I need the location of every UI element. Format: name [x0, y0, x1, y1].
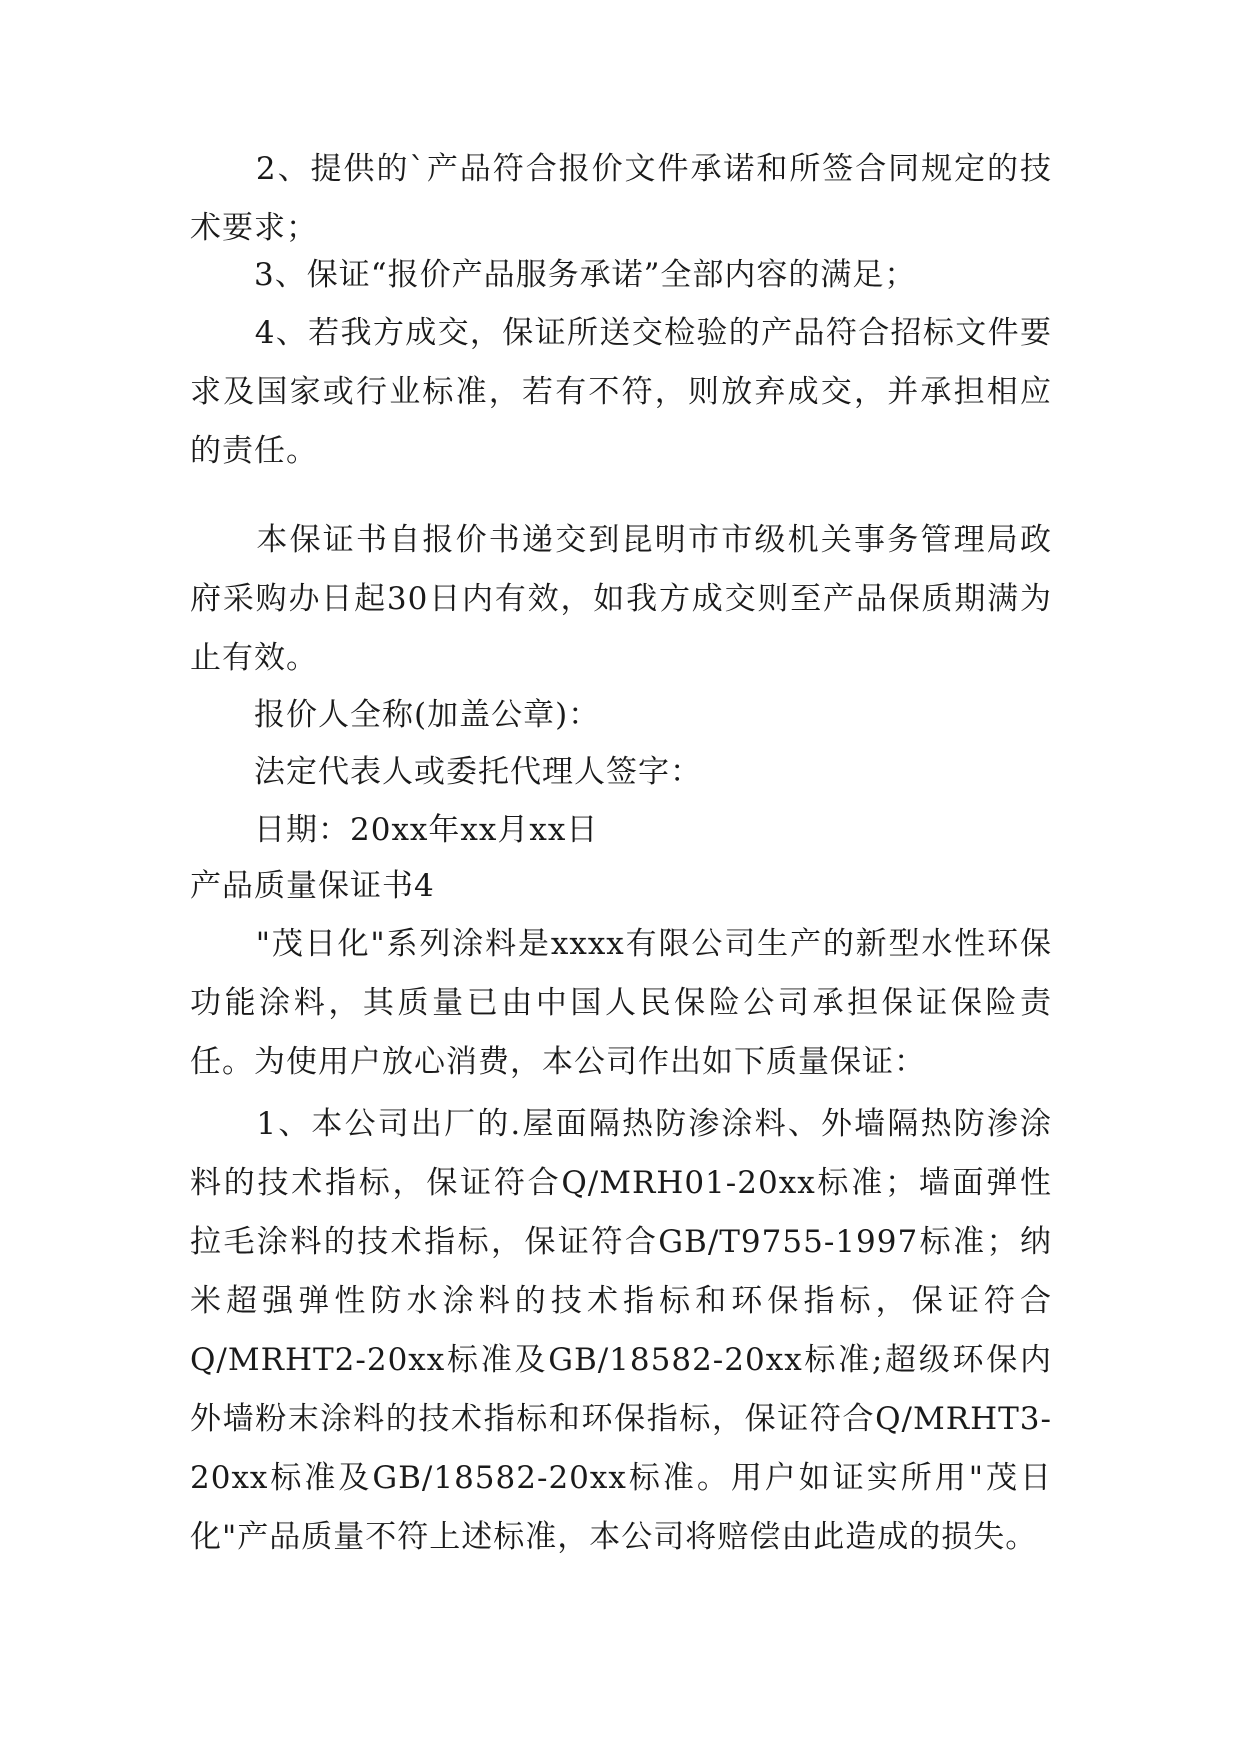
paragraph-validity: 本保证书自报价书递交到昆明市市级机关事务管理局政府采购办日起30日内有效，如我方成交则至产品保质期满为止有效。 [190, 522, 1052, 676]
paragraph-item-1: 1、本公司出厂的.屋面隔热防渗涂料、外墙隔热防渗涂料的技术指标，保证符合Q/MRH01-20xx标准；墙面弹性拉毛涂料的技术指标，保证符合GB/T9755-1997标准；纳米超强弹性防水涂料的技术指标和环保指标，保证符合Q/MRHT2-20xx标准及GB/18582-20xx标准;超级环保内外墙粉末涂料的技术指标和环保指标，保证符合Q/MRHT3-20xx标准及GB/18582-20xx标准。用户如证实所用"茂日化"产品质量不符上述标准，本公司将赔偿由此造成的损失。 [190, 1106, 1052, 1555]
paragraph-item-4: 4、若我方成交，保证所送交检验的产品符合招标文件要求及国家或行业标准，若有不符，则放弃成交，并承担相应的责任。 [190, 315, 1052, 469]
date-line: 日期：20xx年xx月xx日 [190, 812, 599, 848]
signature-line: 法定代表人或委托代理人签字： [190, 754, 702, 790]
paragraph-item-2: 2、提供的`产品符合报价文件承诺和所签合同规定的技术要求； [190, 151, 1052, 246]
paragraph-item-3: 3、保证“报价产品服务承诺”全部内容的满足； [190, 257, 917, 293]
section-title: 产品质量保证书4 [190, 868, 435, 904]
bidder-name-line: 报价人全称(加盖公章)： [190, 697, 601, 733]
paragraph-intro: "茂日化"系列涂料是xxxx有限公司生产的新型水性环保功能涂料，其质量已由中国人民保险公司承担保证保险责任。为使用户放心消费，本公司作出如下质量保证： [190, 926, 1052, 1080]
